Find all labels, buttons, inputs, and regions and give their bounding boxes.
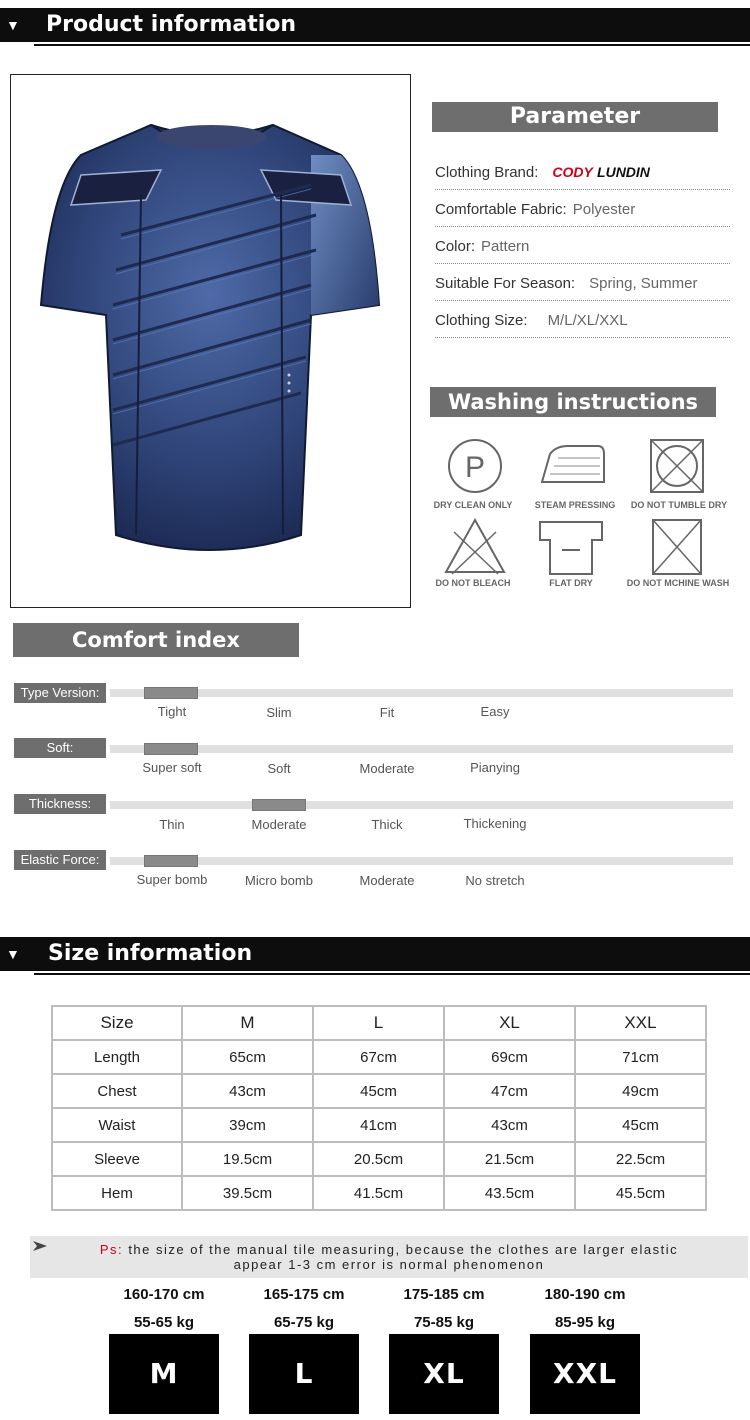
table-header-row bbox=[52, 1006, 706, 1040]
table-cell: 41.5cm bbox=[313, 1176, 444, 1210]
comfort-opt: Pianying bbox=[470, 760, 520, 775]
parameter-title: Parameter bbox=[432, 102, 718, 132]
season-label: Suitable For Season: bbox=[435, 275, 576, 292]
no-machine-wash-icon bbox=[641, 516, 711, 576]
table-cell: 45cm bbox=[575, 1108, 706, 1142]
fit-height: 165-175 cm bbox=[263, 1286, 345, 1303]
comfort-opt: Moderate bbox=[359, 761, 415, 776]
table-header-cell: M bbox=[182, 1006, 313, 1040]
table-cell: 39cm bbox=[182, 1108, 313, 1142]
wash-label-bleach: DO NOT BLEACH bbox=[435, 578, 511, 588]
table-row bbox=[52, 1074, 706, 1108]
brand-name-cody: CODY bbox=[552, 164, 593, 180]
comfort-track-elastic bbox=[110, 857, 733, 865]
table-row bbox=[52, 1108, 706, 1142]
product-image[interactable] bbox=[10, 74, 411, 608]
param-fabric bbox=[435, 201, 730, 227]
triangle-down-icon: ▼ bbox=[6, 17, 20, 33]
table-cell: 19.5cm bbox=[182, 1142, 313, 1176]
table-cell: 49cm bbox=[575, 1074, 706, 1108]
size-tile-xxl[interactable]: XXL bbox=[530, 1334, 640, 1414]
fit-weight: 75-85 kg bbox=[413, 1314, 475, 1331]
dry-clean-p-icon bbox=[440, 436, 510, 496]
comfort-opt: Super soft bbox=[142, 760, 202, 775]
table-header-cell: L bbox=[313, 1006, 444, 1040]
table-cell: Waist bbox=[52, 1108, 182, 1142]
size-tile-xl[interactable]: XL bbox=[389, 1334, 499, 1414]
table-row bbox=[52, 1142, 706, 1176]
comfort-opt: Super bomb bbox=[136, 872, 208, 887]
note-prefix: Ps: bbox=[99, 1242, 124, 1257]
color-label: Color: bbox=[435, 238, 476, 255]
table-cell: 47cm bbox=[444, 1074, 575, 1108]
triangle-down-icon: ▼ bbox=[6, 946, 20, 962]
table-cell: 65cm bbox=[182, 1040, 313, 1074]
table-row bbox=[52, 1040, 706, 1074]
note-line-2: appear 1-3 cm error is normal phenomenon bbox=[233, 1257, 545, 1272]
table-cell: Sleeve bbox=[52, 1142, 182, 1176]
fabric-value: Polyester bbox=[572, 201, 636, 218]
param-brand bbox=[435, 164, 730, 190]
table-cell: 67cm bbox=[313, 1040, 444, 1074]
table-header-cell: Size bbox=[52, 1006, 182, 1040]
comfort-opt: Slim bbox=[266, 705, 292, 720]
fit-height: 180-190 cm bbox=[544, 1286, 626, 1303]
comfort-opt: Thickening bbox=[463, 816, 527, 831]
table-cell: Chest bbox=[52, 1074, 182, 1108]
table-header-cell: XXL bbox=[575, 1006, 706, 1040]
comfort-label-soft: Soft: bbox=[14, 738, 106, 758]
fit-weight: 55-65 kg bbox=[133, 1314, 195, 1331]
comfort-opt: Fit bbox=[379, 705, 395, 720]
comfort-thumb-type[interactable] bbox=[144, 687, 198, 699]
header-underline bbox=[34, 44, 750, 46]
pointer-arrow-icon bbox=[32, 1240, 48, 1252]
comfort-opt: Thick bbox=[371, 817, 403, 832]
comfort-opt: No stretch bbox=[465, 873, 525, 888]
comfort-title: Comfort index bbox=[13, 623, 299, 657]
table-header-cell: XL bbox=[444, 1006, 575, 1040]
comfort-opt: Soft bbox=[267, 761, 291, 776]
comfort-label-thickness: Thickness: bbox=[14, 794, 106, 814]
comfort-label-type: Type Version: bbox=[14, 683, 106, 703]
washing-title: Washing instructions bbox=[430, 387, 716, 417]
size-info-title: Size information bbox=[48, 941, 253, 966]
product-info-header bbox=[0, 8, 750, 42]
header-underline bbox=[34, 973, 750, 975]
table-cell: 45cm bbox=[313, 1074, 444, 1108]
comfort-label-elastic: Elastic Force: bbox=[14, 850, 106, 870]
table-row bbox=[52, 1176, 706, 1210]
brand-label: Clothing Brand: bbox=[435, 164, 539, 181]
size-table bbox=[51, 1005, 707, 1211]
table-cell: 43cm bbox=[444, 1108, 575, 1142]
comfort-thumb-elastic[interactable] bbox=[144, 855, 198, 867]
season-value: Spring, Summer bbox=[589, 275, 698, 292]
table-cell: Hem bbox=[52, 1176, 182, 1210]
table-cell: 22.5cm bbox=[575, 1142, 706, 1176]
comfort-track-thickness bbox=[110, 801, 733, 809]
fit-weight: 65-75 kg bbox=[273, 1314, 335, 1331]
tshirt-illustration bbox=[11, 75, 410, 607]
table-cell: 43cm bbox=[182, 1074, 313, 1108]
fit-weight: 85-95 kg bbox=[554, 1314, 616, 1331]
comfort-opt: Moderate bbox=[359, 873, 415, 888]
flat-dry-icon bbox=[536, 516, 606, 576]
comfort-opt: Thin bbox=[159, 817, 185, 832]
table-cell: 39.5cm bbox=[182, 1176, 313, 1210]
comfort-track-soft bbox=[110, 745, 733, 753]
size-value: M/L/XL/XXL bbox=[547, 312, 628, 329]
table-cell: 43.5cm bbox=[444, 1176, 575, 1210]
fit-height: 160-170 cm bbox=[123, 1286, 205, 1303]
size-label: Clothing Size: bbox=[435, 312, 528, 329]
wash-label-dry-clean: DRY CLEAN ONLY bbox=[433, 500, 513, 510]
table-cell: 45.5cm bbox=[575, 1176, 706, 1210]
comfort-thumb-thickness[interactable] bbox=[252, 799, 306, 811]
table-cell: 20.5cm bbox=[313, 1142, 444, 1176]
size-info-header bbox=[0, 937, 750, 971]
note-line-1 bbox=[30, 1236, 748, 1257]
product-info-title: Product information bbox=[46, 12, 297, 37]
wash-label-flat: FLAT DRY bbox=[549, 578, 593, 588]
comfort-opt: Easy bbox=[480, 704, 510, 719]
table-cell: 41cm bbox=[313, 1108, 444, 1142]
fit-height: 175-185 cm bbox=[403, 1286, 485, 1303]
wash-label-tumble: DO NOT TUMBLE DRY bbox=[630, 500, 728, 510]
measurement-note bbox=[30, 1236, 748, 1278]
comfort-opt: Micro bomb bbox=[245, 873, 313, 888]
comfort-opt: Tight bbox=[157, 704, 187, 719]
note-text-1: the size of the manual tile measuring, because the clothes are larger elastic bbox=[128, 1242, 679, 1257]
size-tile-l[interactable]: L bbox=[249, 1334, 359, 1414]
no-tumble-dry-icon bbox=[641, 436, 711, 496]
wash-label-machine: DO NOT MCHINE WASH bbox=[626, 578, 730, 588]
wash-label-steam: STEAM PRESSING bbox=[534, 500, 616, 510]
comfort-thumb-soft[interactable] bbox=[144, 743, 198, 755]
iron-icon bbox=[538, 436, 608, 496]
svg-text:P: P bbox=[464, 451, 486, 484]
table-cell: 69cm bbox=[444, 1040, 575, 1074]
param-season bbox=[435, 275, 730, 301]
fabric-label: Comfortable Fabric: bbox=[435, 201, 567, 218]
comfort-opt: Moderate bbox=[251, 817, 307, 832]
table-cell: 71cm bbox=[575, 1040, 706, 1074]
table-cell: 21.5cm bbox=[444, 1142, 575, 1176]
param-size bbox=[435, 312, 730, 338]
color-value: Pattern bbox=[481, 238, 530, 255]
size-tile-m[interactable]: M bbox=[109, 1334, 219, 1414]
comfort-track-type bbox=[110, 689, 733, 697]
no-bleach-icon bbox=[440, 516, 510, 576]
param-color bbox=[435, 238, 730, 264]
brand-name-lundin: LUNDIN bbox=[597, 164, 650, 180]
table-cell: Length bbox=[52, 1040, 182, 1074]
